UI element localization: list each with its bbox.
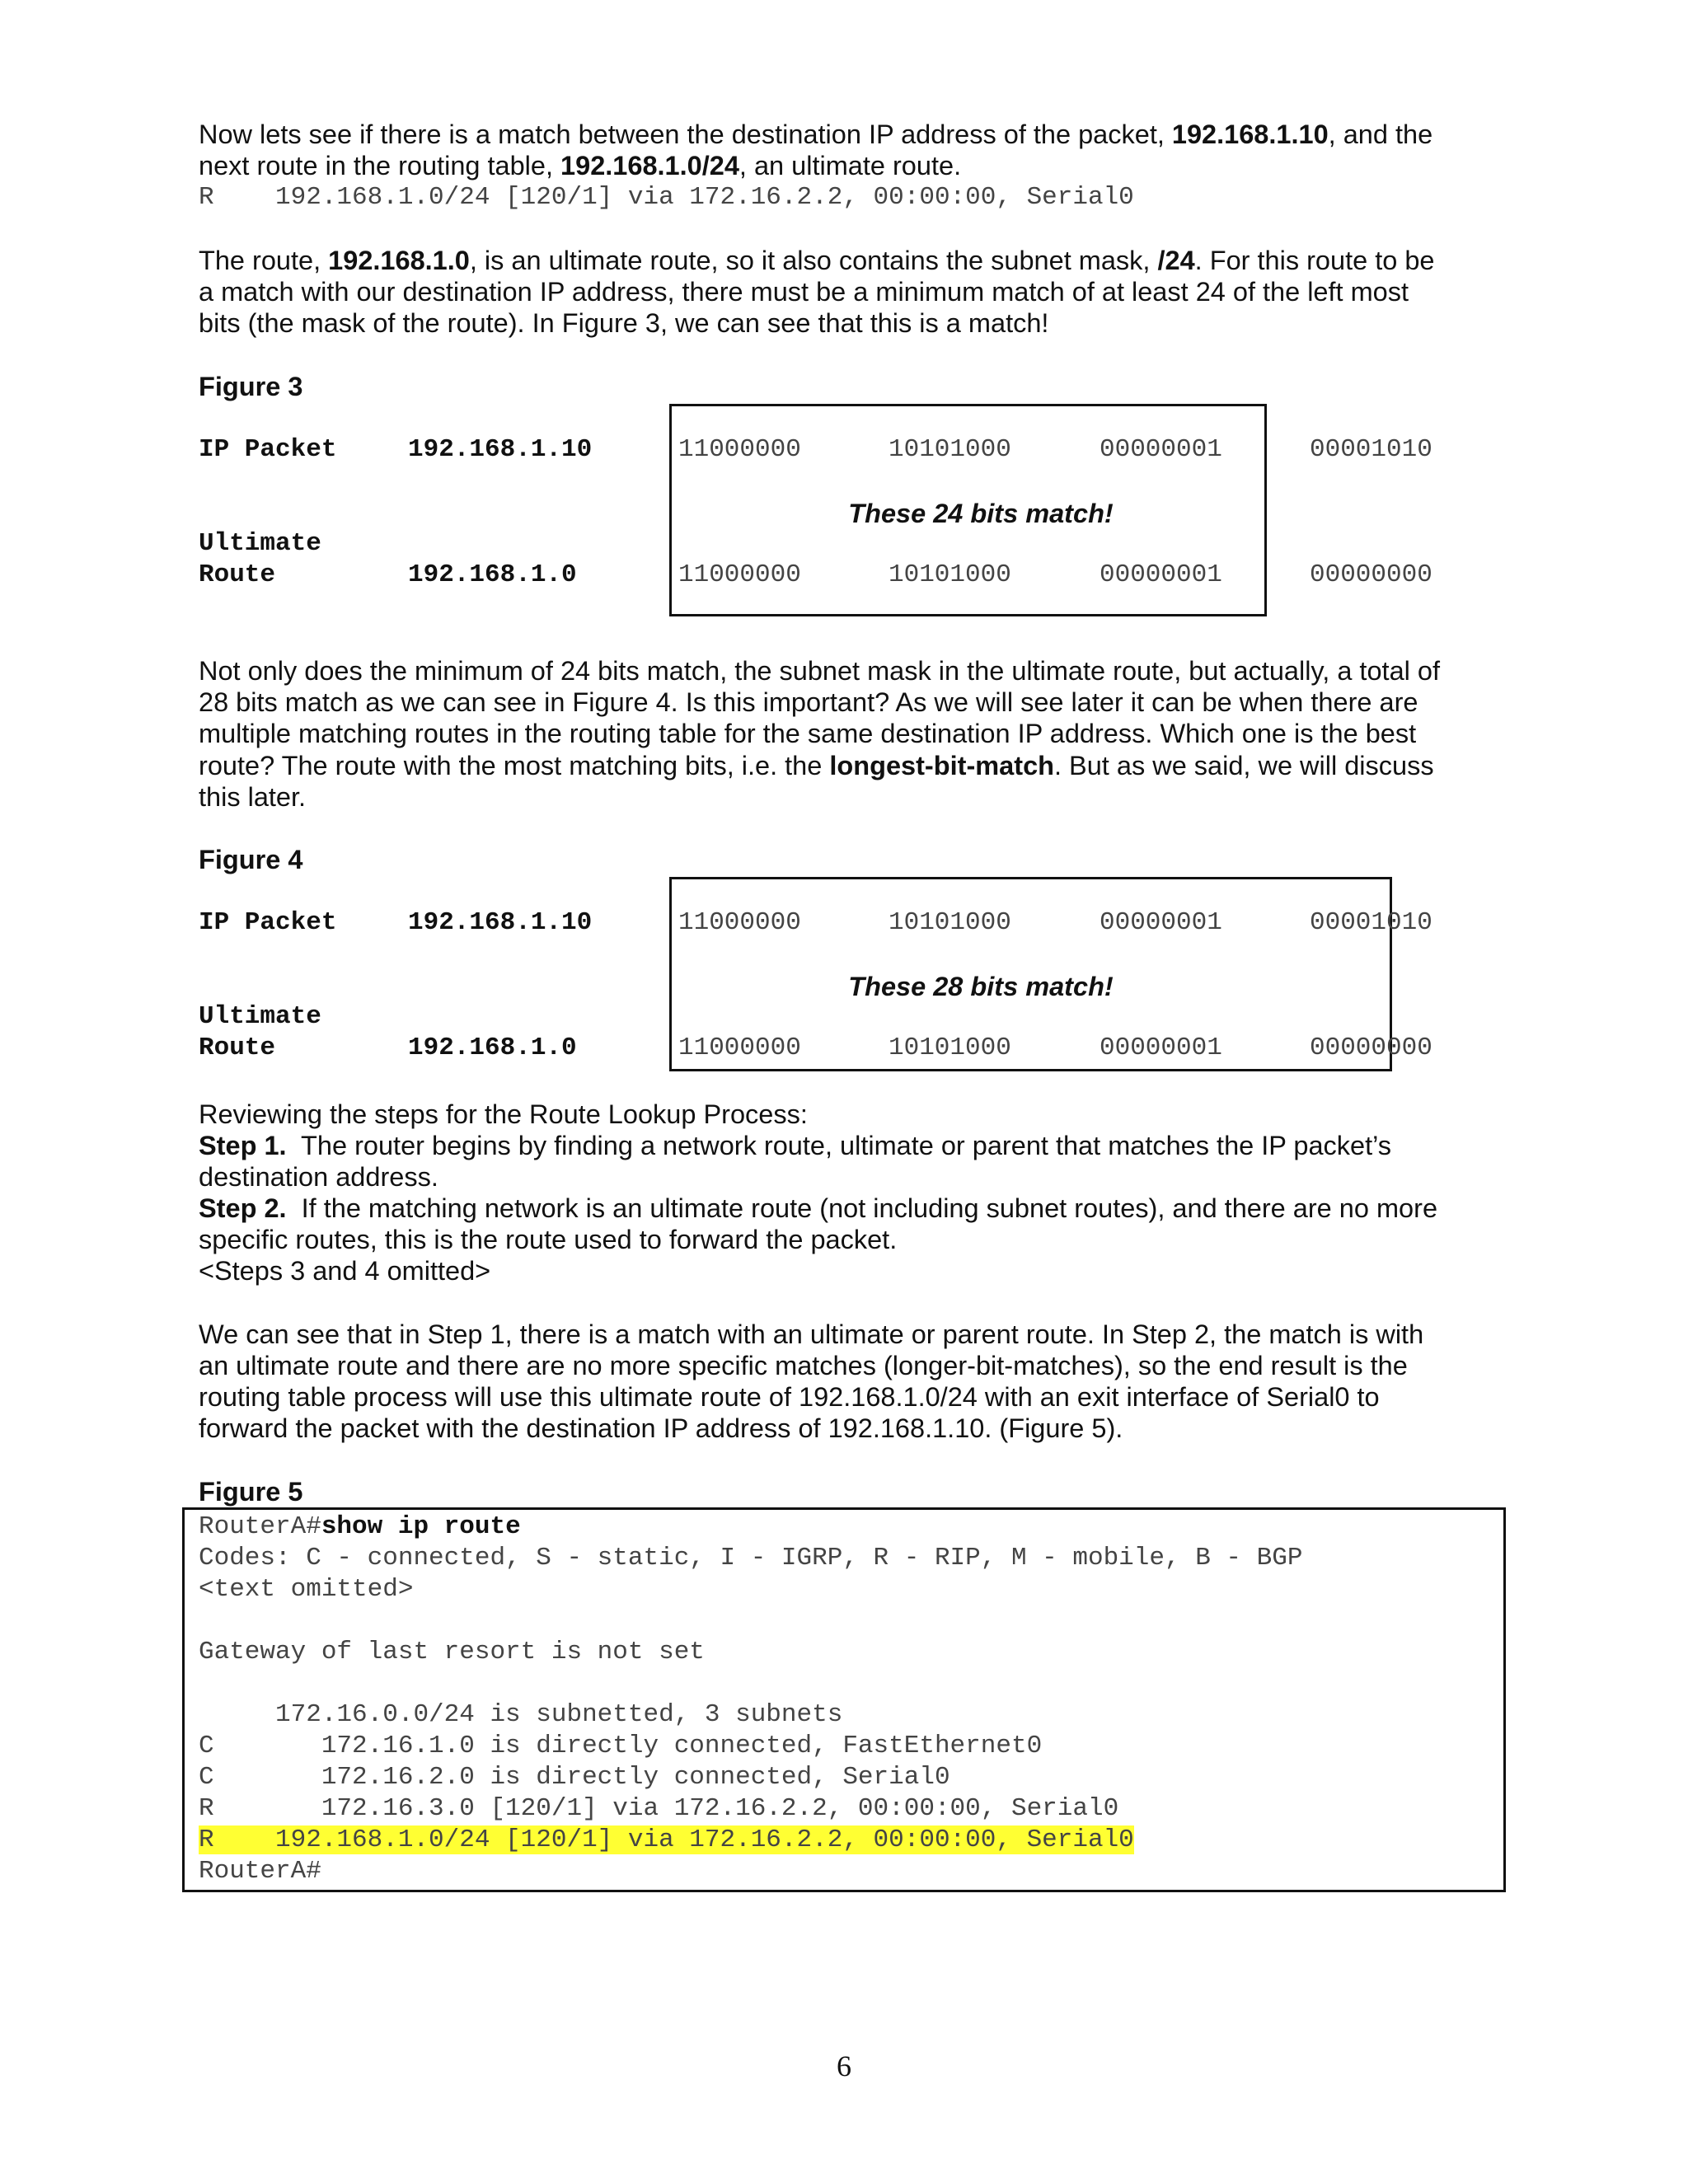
steps-intro: Reviewing the steps for the Route Lookup Process: bbox=[199, 1099, 808, 1129]
route-network: 192.168.1.0 bbox=[328, 246, 470, 275]
para3-line-5: this later. bbox=[199, 782, 307, 812]
step-2-label: Step 2. bbox=[199, 1193, 287, 1223]
figure-4-packet-octet-4: 00001010 bbox=[1310, 908, 1432, 937]
terminal-route-row: C 172.16.1.0 is directly connected, FastEthernet0 bbox=[199, 1732, 1043, 1760]
intro-text: , an ultimate route. bbox=[738, 151, 962, 180]
intro-text: Now lets see if there is a match between the destination IP address of the packet, bbox=[199, 120, 1172, 149]
terminal-route-row-highlighted bbox=[199, 1825, 1134, 1856]
para3-line-4 bbox=[199, 750, 1517, 781]
figure-4-packet-ip: 192.168.1.10 bbox=[408, 908, 593, 937]
para-text: . For this route to be bbox=[1194, 246, 1435, 275]
packet-ip: 192.168.1.10 bbox=[1171, 120, 1329, 149]
terminal-route-row: R 172.16.3.0 [120/1] via 172.16.2.2, 00:00:00, Serial0 bbox=[199, 1794, 1119, 1823]
figure-3-route-octet-2: 10101000 bbox=[889, 560, 1011, 589]
para4-line-4: forward the packet with the destination IP address of 192.168.1.10. (Figure 5). bbox=[199, 1413, 1123, 1443]
figure-3-route-octet-3: 00000001 bbox=[1100, 560, 1222, 589]
figure-4-packet-octet-1: 11000000 bbox=[678, 908, 801, 937]
figure-3-route-label-2: Route bbox=[199, 560, 276, 589]
figure-3-route-octet-4: 00000000 bbox=[1310, 560, 1432, 589]
figure-5-title: Figure 5 bbox=[199, 1477, 303, 1507]
figure-4-match-text: These 28 bits match! bbox=[848, 972, 1114, 1001]
step-2-line-2: specific routes, this is the route used to forward the packet. bbox=[199, 1225, 898, 1254]
figure-4-route-octet-2: 10101000 bbox=[889, 1033, 1011, 1062]
intro-text: next route in the routing table, bbox=[199, 151, 561, 180]
terminal-subnetted-line: 172.16.0.0/24 is subnetted, 3 subnets bbox=[199, 1700, 843, 1729]
para2-line-1 bbox=[199, 245, 1517, 276]
step-text: If the matching network is an ultimate route (not including subnet routes), and there are no more bbox=[286, 1193, 1438, 1223]
step-1-line-2: destination address. bbox=[199, 1162, 438, 1192]
figure-3-packet-octet-2: 10101000 bbox=[889, 435, 1011, 464]
page-number: 6 bbox=[837, 2050, 851, 2083]
terminal-command-line bbox=[199, 1511, 521, 1543]
intro-text: , and the bbox=[1328, 120, 1433, 149]
route-prefix: 192.168.1.0/24 bbox=[560, 151, 739, 180]
figure-3-packet-octet-1: 11000000 bbox=[678, 435, 801, 464]
steps-omitted: <Steps 3 and 4 omitted> bbox=[199, 1256, 491, 1286]
terminal-omitted-line: <text omitted> bbox=[199, 1575, 414, 1604]
route-line: R 192.168.1.0/24 [120/1] via 172.16.2.2, 00:00:00, Serial0 bbox=[199, 183, 1134, 212]
figure-3-route-label-1: Ultimate bbox=[199, 529, 321, 558]
intro-line-1 bbox=[199, 119, 1517, 150]
para-text: The route, bbox=[199, 246, 329, 275]
para2-line-2: a match with our destination IP address, there must be a minimum match of at least 24 of the left most bbox=[199, 277, 1409, 307]
figure-4-packet-octet-2: 10101000 bbox=[889, 908, 1011, 937]
step-text: The router begins by finding a network route, ultimate or parent that matches the IP packet’s bbox=[286, 1131, 1392, 1160]
figure-4-route-octet-3: 00000001 bbox=[1100, 1033, 1222, 1062]
figure-4-packet-label: IP Packet bbox=[199, 908, 337, 937]
step-2-line-1 bbox=[199, 1193, 1517, 1224]
figure-3-packet-label: IP Packet bbox=[199, 435, 337, 464]
highlighted-route: R 192.168.1.0/24 [120/1] via 172.16.2.2, 00:00:00, Serial0 bbox=[199, 1825, 1134, 1854]
figure-3-title: Figure 3 bbox=[199, 372, 303, 401]
terminal-codes-line: Codes: C - connected, S - static, I - IGRP, R - RIP, M - mobile, B - BGP bbox=[199, 1544, 1303, 1572]
terminal-command: show ip route bbox=[321, 1512, 521, 1541]
terminal-prompt: RouterA# bbox=[199, 1512, 321, 1541]
figure-3-packet-octet-3: 00000001 bbox=[1100, 435, 1222, 464]
figure-4-title: Figure 4 bbox=[199, 845, 303, 874]
figure-4-packet-octet-3: 00000001 bbox=[1100, 908, 1222, 937]
figure-4-route-octet-1: 11000000 bbox=[678, 1033, 801, 1062]
para4-line-2: an ultimate route and there are no more specific matches (longer-bit-matches), so the end result is the bbox=[199, 1351, 1408, 1380]
intro-line-2 bbox=[199, 150, 1517, 181]
para-text: route? The route with the most matching bits, i.e. the bbox=[199, 751, 830, 780]
figure-4-route-ip: 192.168.1.0 bbox=[408, 1033, 577, 1062]
para4-line-1: We can see that in Step 1, there is a match with an ultimate or parent route. In Step 2, the match is with bbox=[199, 1319, 1424, 1349]
step-1-label: Step 1. bbox=[199, 1131, 287, 1160]
subnet-mask: /24 bbox=[1157, 246, 1195, 275]
terminal-route-row: C 172.16.2.0 is directly connected, Serial0 bbox=[199, 1763, 950, 1792]
figure-4-route-label-2: Route bbox=[199, 1033, 276, 1062]
para-text: , is an ultimate route, so it also contains the subnet mask, bbox=[469, 246, 1158, 275]
para4-line-3: routing table process will use this ultimate route of 192.168.1.0/24 with an exit interface of Serial0 to bbox=[199, 1382, 1380, 1412]
figure-3-route-octet-1: 11000000 bbox=[678, 560, 801, 589]
terminal-gateway-line: Gateway of last resort is not set bbox=[199, 1638, 705, 1666]
step-1-line-1 bbox=[199, 1130, 1517, 1161]
figure-3-packet-ip: 192.168.1.10 bbox=[408, 435, 593, 464]
para3-line-1: Not only does the minimum of 24 bits match, the subnet mask in the ultimate route, but actually, a total of bbox=[199, 656, 1440, 686]
figure-4-route-octet-4: 00000000 bbox=[1310, 1033, 1432, 1062]
terminal-end-prompt: RouterA# bbox=[199, 1857, 321, 1886]
para-text: . But as we said, we will discuss bbox=[1054, 751, 1434, 780]
para2-line-3: bits (the mask of the route). In Figure 3, we can see that this is a match! bbox=[199, 308, 1049, 338]
para3-line-3: multiple matching routes in the routing table for the same destination IP address. Which one is the best bbox=[199, 719, 1417, 748]
figure-4-route-label-1: Ultimate bbox=[199, 1002, 321, 1031]
para3-line-2: 28 bits match as we can see in Figure 4. Is this important? As we will see later it can be when there are bbox=[199, 687, 1418, 717]
longest-bit-match-term: longest-bit-match bbox=[829, 751, 1054, 780]
figure-3-match-text: These 24 bits match! bbox=[848, 499, 1114, 528]
figure-3-route-ip: 192.168.1.0 bbox=[408, 560, 577, 589]
figure-3-packet-octet-4: 00001010 bbox=[1310, 435, 1432, 464]
